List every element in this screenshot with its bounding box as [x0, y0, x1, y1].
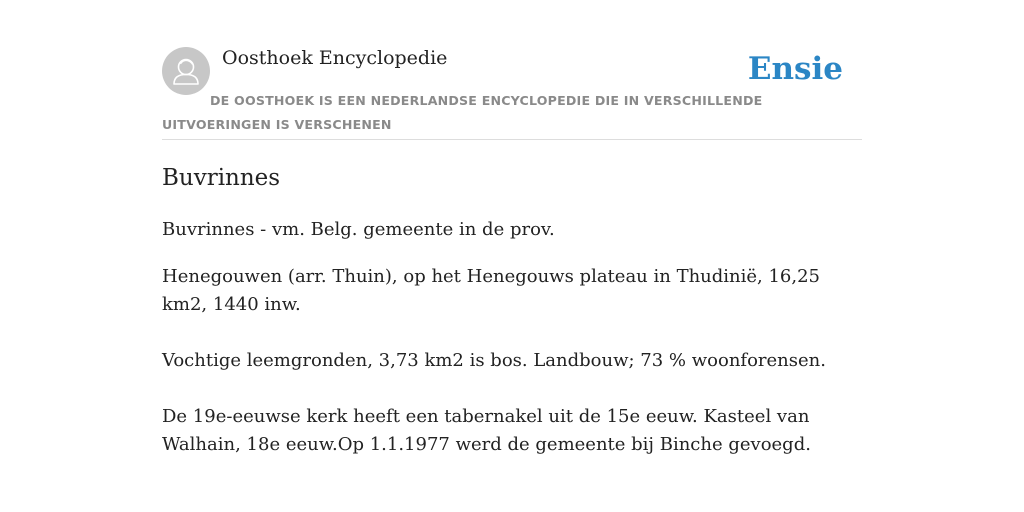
entry-paragraph: Henegouwen (arr. Thuin), op het Henegouws plateau in Thudinië, 16,25 km2, 1440 inw.	[162, 266, 821, 315]
site-title[interactable]: Oosthoek Encyclopedie	[222, 47, 448, 69]
page-title: Buvrinnes	[162, 165, 281, 191]
entry-content	[162, 160, 862, 459]
entry-paragraph: Buvrinnes - vm. Belg. gemeente in de prov.	[162, 219, 555, 240]
entry-paragraph: Vochtige leemgronden, 3,73 km2 is bos. Landbouw; 73 % woonforensen.	[162, 350, 826, 371]
brand-logo[interactable]: Ensie	[747, 51, 843, 87]
entry-paragraph: De 19e-eeuwse kerk heeft een tabernakel uit de 15e eeuw. Kasteel van Walhain, 18e eeuw.Op 1.1.1977 werd de gemeente bij Binche gevoegd.	[162, 406, 811, 455]
avatar[interactable]	[162, 47, 210, 95]
user-icon	[162, 47, 210, 95]
site-header	[162, 46, 862, 140]
site-tagline: DE OOSTHOEK IS EEN NEDERLANDSE ENCYCLOPEDIE DIE IN VERSCHILLENDE UITVOERINGEN IS VERSCHENEN	[162, 93, 763, 132]
